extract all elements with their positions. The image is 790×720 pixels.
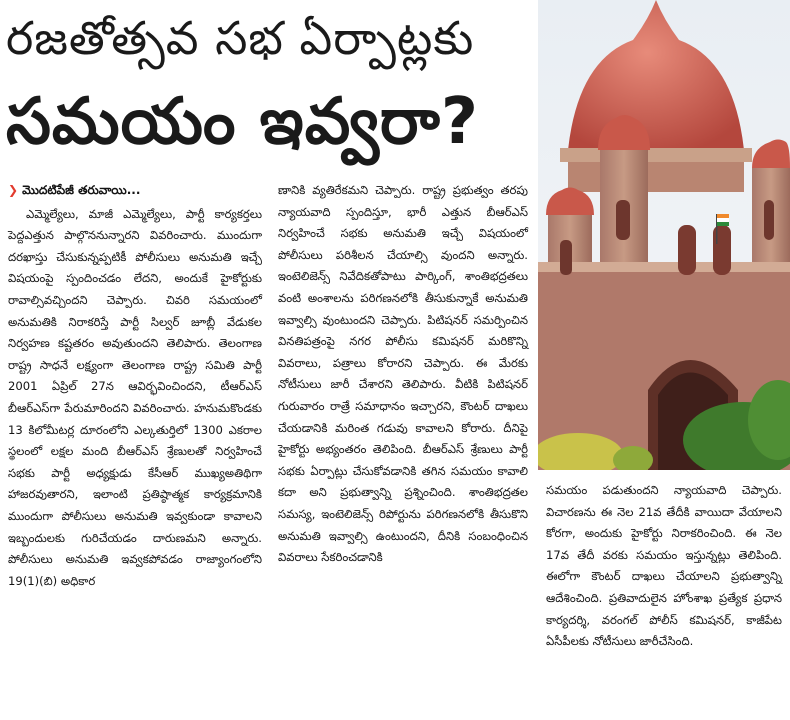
continuation-label <box>8 180 262 202</box>
article-column-2 <box>278 180 528 720</box>
column-1-text <box>8 204 262 593</box>
continuation-text: మొదటిపేజీ తరువాయి... <box>22 183 141 197</box>
column-2-text: ణానికి వ్యతిరేకమని చెప్పారు. రాష్ట్ర ప్రభుత్వం తరపు న్యాయవాది స్పందిస్తూ, భారీ ఎత్తున బీఆర్ఎస్ నిర్వహించే సభకు అనుమతి ఇచ్చే విషయంలో పోలీసులు పరిశీలన చేయాల్సి వుందని అన్నారు. ఇంటెలిజెన్స్ నివేదికతోపాటు పార్కింగ్, శాంతిభద్రతలు వంటి అంశాలను పరిగణనలోకి తీసుకున్నాకే అనుమతి ఇవ్వాల్సి వుంటుందని చెప్పారు. పిటిషనర్ సమర్పించిన వినతిపత్రంపై నగర పోలీసు కమిషనర్ మరికొన్ని వివరాలు, పత్రాలు కోరారని చెప్పారు. ఈ మేరకు నోటీసులు జారీ చేశారని తెలిపారు. వీటికి పిటిషనర్ గురువారం రాత్రే సమాధానం ఇచ్చారని, కౌంటర్ దాఖలు చేయడానికి మరింత గడువు కావాలని కోరారు. దీనిపై హైకోర్టు అభ్యంతరం తెలిపింది. బీఆర్ఎస్ శ్రేణులు పార్టీ సభకు ఏర్పాట్లు చేసుకోవడానికి తగిన సమయం కావాలి కదా అని ప్రభుత్వాన్ని ప్రశ్నించింది. శాంతిభద్రతల సమస్య, ఇంటెలిజెన్స్ రిపోర్టును పరిగణనలోకి తీసుకొని అనుమతి ఇవ్వాల్సి ఉంటుందని, దీనికి సంబంధించిన వివరాలు సేకరించడానికి <box>278 183 528 565</box>
chevron-right-icon: ❯ <box>8 183 19 197</box>
column-3-text: సమయం పడుతుందని న్యాయవాది చెప్పారు. విచారణను ఈ నెల 21వ తేదీకి వాయిదా వేయాలని కోరగా, అందుకు హైకోర్టు నిరాకరించింది. ఈ నెల 17వ తేదీ వరకు సమయం ఇస్తున్నట్లు తెలిపింది. ఈలోగా కౌంటర్ దాఖలు చేయాలని ప్రభుత్వాన్ని ఆదేశించింది. ప్రతివాదులైన హోంశాఖ ప్రత్యేక ప్రధాన కార్యదర్శి, వరంగల్ పోలీస్ కమిషనర్, కాజీపేట ఏసీపీలకు నోటీసులు జారీచేసింది. <box>546 483 782 649</box>
article-column-1 <box>8 180 262 720</box>
article-column-3 <box>546 480 782 710</box>
high-court-photo <box>538 0 790 470</box>
column-1-body: ఎమ్మెల్యేలు, మాజీ ఎమ్మెల్యేలు, పార్టీ కార్యకర్తలు పెద్దఎత్తున పాల్గొననున్నారని వివరించారు. ముందుగా దరఖాస్తు చేసుకున్నప్పటికీ పోలీసులు అనుమతి ఇచ్చే విషయంపై స్పందించడం లేదని, అందుకే హైకోర్టుకు రావాల్సివచ్చిందని చెప్పారు. చివరి సమయంలో అనుమతికి నిరాకరిస్తే పార్టీ సిల్వర్ జూబ్లీ వేడుకల నిర్వహణ కష్టతరం అవుతుందని తెలిపారు. తెలంగాణ రాష్ట్ర సాధనే లక్ష్యంగా తెలంగాణ రాష్ట్ర సమితి పార్టీ 2001 ఏప్రిల్ 27న ఆవిర్భవించిందని, టీఆర్ఎస్ బీఆర్ఎస్‌గా పేరుమారిందని వివరించారు. హనుమకొండకు 13 కిలోమీటర్ల దూరంలోని ఎల్కతుర్తిలో 1300 ఎకరాల స్థలంలో లక్షల మంది బీఆర్ఎస్ శ్రేణులతో నిర్వహించే సభకు పార్టీ అధ్యక్షుడు కేసీఆర్ ముఖ్యఅతిథిగా హాజరవుతారని, ఇలాంటి ప్రతిష్ఠాత్మక కార్యక్రమానికి ముందుగా పోలీసులు అనుమతి ఇవ్వకుండా కావాలని ఇబ్బందులకు గురిచేయడం దారుణమని అన్నారు. పోలీసులు అనుమతి ఇవ్వకపోవడం రాజ్యాంగంలోని 19(1)(బి) అధికార <box>8 206 262 588</box>
headline-line-1: రజతోత్సవ సభ ఏర్పాట్లకు <box>6 11 475 65</box>
headline-line-2: సమయం ఇవ్వరా? <box>6 85 479 159</box>
